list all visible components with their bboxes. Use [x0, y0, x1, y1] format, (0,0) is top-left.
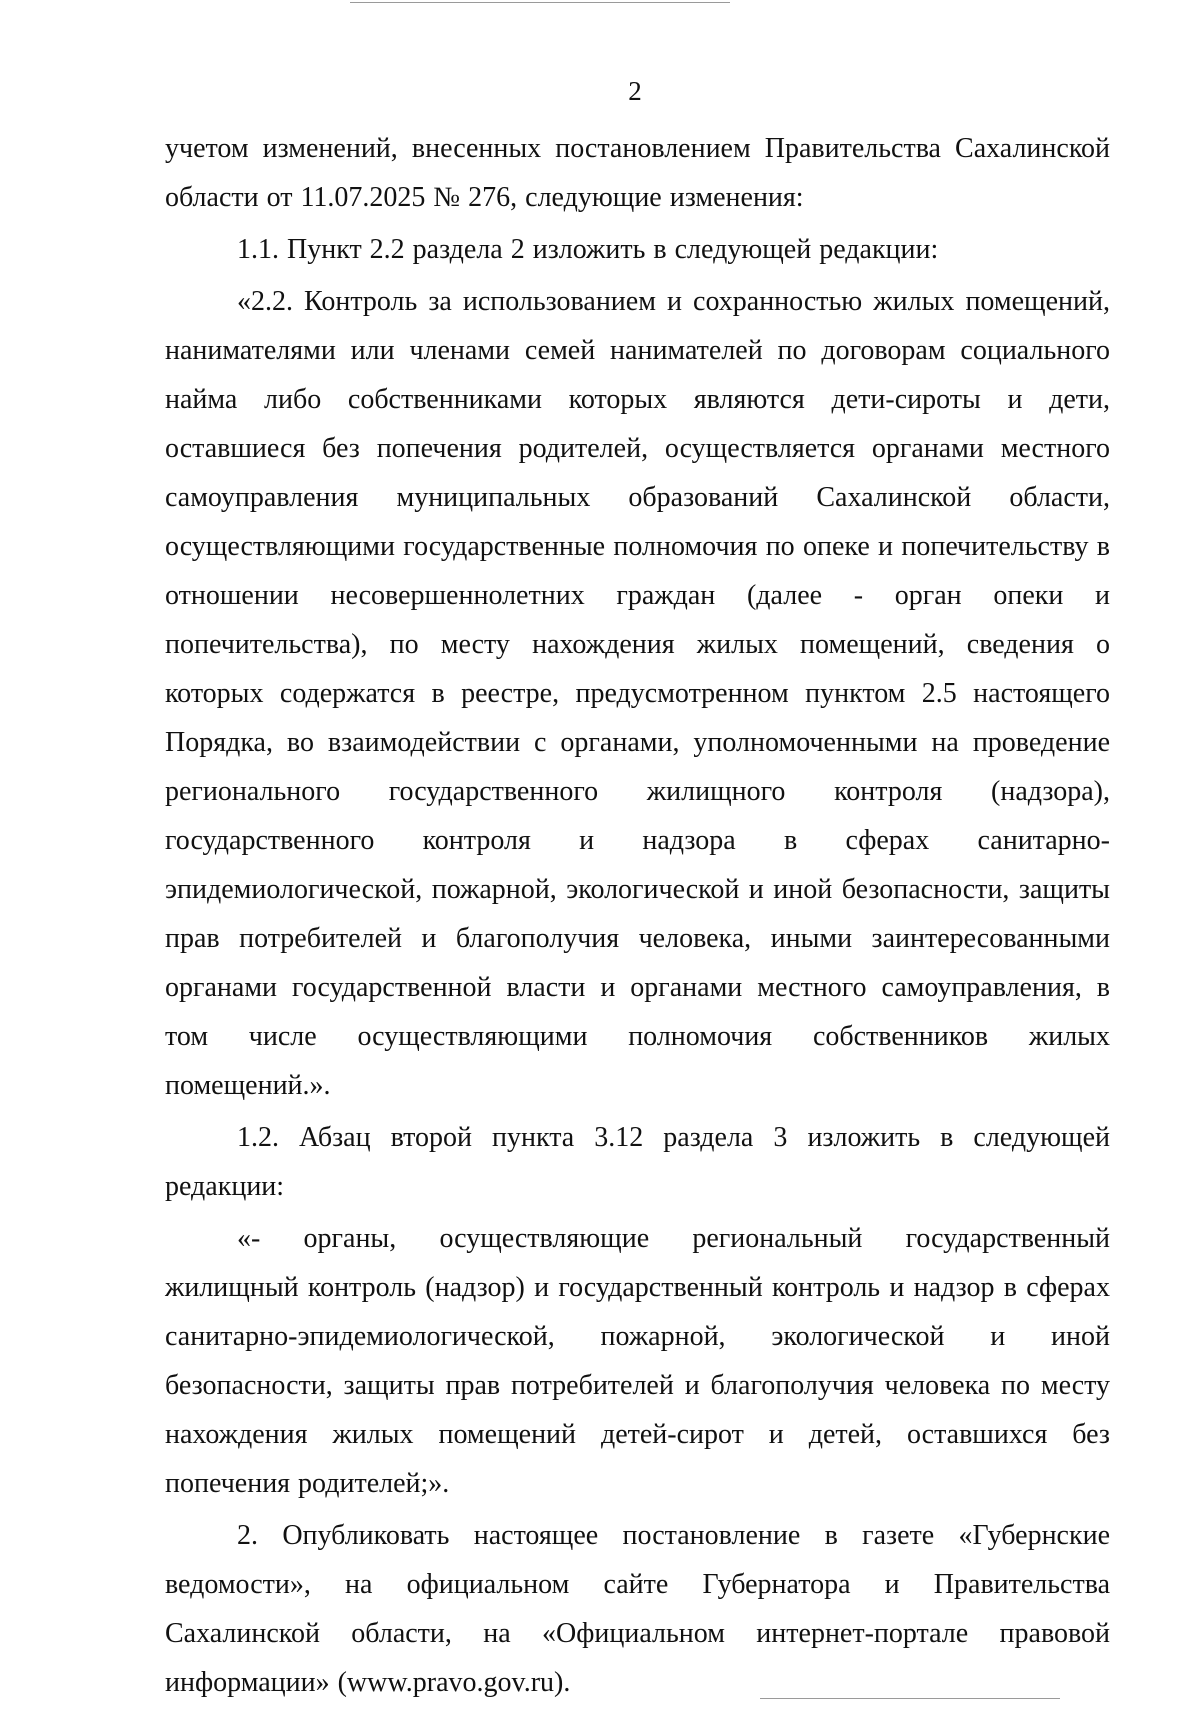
- paragraph-intro-continuation: учетом изменений, внесенных постановлением Правительства Сахалинской области от 11.07.2025 № 276, следующие изменения:: [165, 133, 1110, 213]
- page-number: 2: [628, 76, 642, 106]
- paragraph-1-2: 1.2. Абзац второй пункта 3.12 раздела 3 изложить в следующей редакции:: [165, 1122, 1110, 1202]
- paragraph-organs-quote: «- органы, осуществляющие региональный государственный жилищный контроль (надзор) и государственный контроль и надзор в сферах санитарно-эпидемиологической, пожарной, экологической и иной безопасности, защиты прав потребителей и благополучия человека по месту нахождения жилых помещений детей-сирот и детей, оставшихся без попечения родителей;».: [165, 1223, 1110, 1499]
- paragraph-2-publish: 2. Опубликовать настоящее постановление в газете «Губернские ведомости», на официальном сайте Губернатора и Правительства Сахалинской области, на «Официальном интернет-портале правовой информации» (www.pravo.gov.ru).: [165, 1520, 1110, 1698]
- document-body: [165, 124, 1110, 1707]
- scan-edge-top-rule: [350, 2, 730, 3]
- paragraph-1-1: 1.1. Пункт 2.2 раздела 2 изложить в следующей редакции:: [237, 234, 939, 265]
- paragraph-2-2-quote: «2.2. Контроль за использованием и сохранностью жилых помещений, нанимателями или членами семей нанимателей по договорам социального найма либо собственниками которых являются дети-сироты и дети, оставшиеся без попечения родителей, осуществляется органами местного самоуправления муниципальных образований Сахалинской области, осуществляющими государственные полномочия по опеке и попечительству в отношении несовершеннолетних граждан (далее - орган опеки и попечительства), по месту нахождения жилых помещений, сведения о которых содержатся в реестре, предусмотренном пунктом 2.5 настоящего Порядка, во взаимодействии с органами, уполномоченными на проведение регионального государственного жилищного контроля (надзора), государственного контроля и надзора в сферах санитарно-эпидемиологической, пожарной, экологической и иной безопасности, защиты прав потребителей и благополучия человека, иными заинтересованными органами государственной власти и органами местного самоуправления, в том числе осуществляющими полномочия собственников жилых помещений.».: [165, 286, 1110, 1101]
